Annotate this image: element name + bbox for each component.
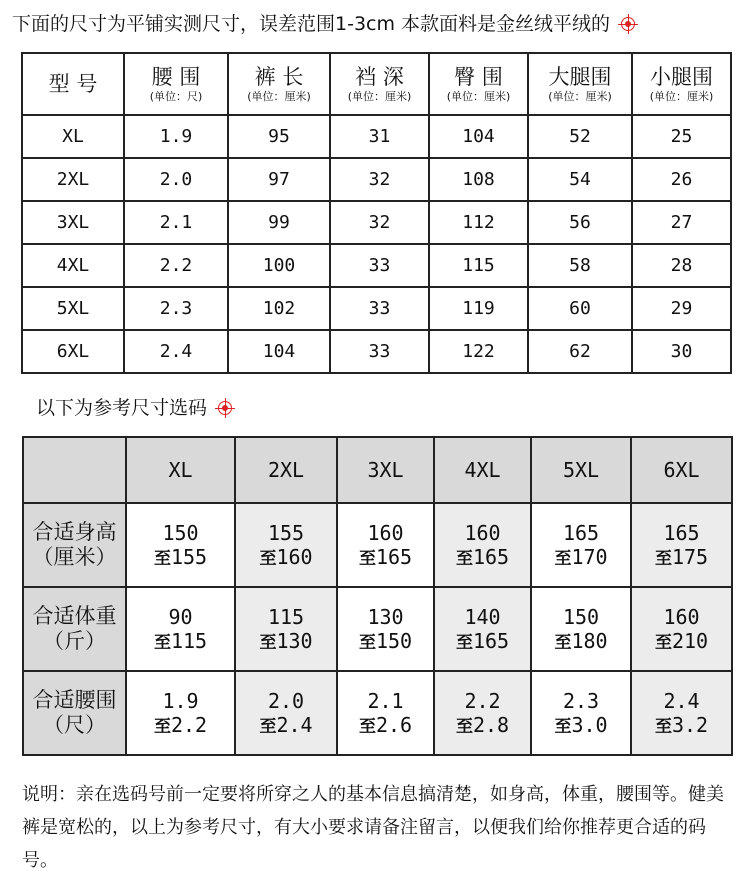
table-cell: 28: [632, 244, 731, 287]
range-cell: [235, 587, 337, 671]
size-header: 2XL: [235, 437, 337, 503]
row-label: [23, 671, 126, 755]
table-cell: 100: [228, 244, 330, 287]
range-low: 115: [267, 604, 305, 629]
table-cell: 119: [429, 287, 528, 330]
col-unit: (单位：厘米): [649, 89, 714, 103]
range-low: 155: [267, 520, 305, 545]
col-header-hip: [429, 53, 528, 115]
table-cell: 33: [330, 330, 429, 373]
to-word: 至: [554, 632, 572, 653]
range-low: 90: [168, 604, 193, 629]
to-word: 至: [455, 548, 473, 569]
range-low: 130: [367, 604, 404, 629]
to-word: 至: [455, 716, 473, 737]
range-high: 165: [375, 544, 413, 569]
range-high: 2.2: [170, 712, 208, 737]
range-cell: [337, 587, 434, 671]
table-cell: 52: [528, 115, 632, 158]
row-label-line: （厘米）: [32, 545, 117, 569]
range-low: 2.4: [663, 688, 700, 713]
col-unit: (单位：厘米): [347, 89, 412, 103]
to-word: 至: [358, 716, 376, 737]
table-cell: 27: [632, 201, 731, 244]
note-paragraph: 说明：亲在选码号前一定要将所穿之人的基本信息搞清楚，如身高，体重，腰围等。健美裤是宽松的，以上为参考尺寸，有大小要求请备注留言，以便我们给你推荐更合适的码号。: [22, 784, 724, 871]
to-word: 至: [153, 548, 171, 569]
table-cell: 2.2: [124, 244, 228, 287]
table-cell: 108: [429, 158, 528, 201]
col-name: 臀 围: [454, 64, 503, 89]
table-cell: 4XL: [22, 244, 124, 287]
table-cell: 29: [632, 287, 731, 330]
table-cell: 2.4: [124, 330, 228, 373]
table-cell: XL: [22, 115, 124, 158]
size-header: 3XL: [337, 437, 434, 503]
col-unit: (单位：尺): [149, 89, 203, 103]
range-cell: [531, 671, 631, 755]
size-header: XL: [126, 437, 235, 503]
reference-row-waist: [23, 671, 732, 755]
range-high: 160: [276, 544, 313, 569]
corner-cell: [23, 437, 126, 503]
to-word: 至: [654, 632, 672, 653]
table-cell: 33: [330, 244, 429, 287]
col-header-model: [22, 53, 124, 115]
row-label-line: 合适体重: [32, 603, 117, 628]
header-line: [12, 10, 742, 38]
table-cell: 31: [330, 115, 429, 158]
table-cell: 2XL: [22, 158, 124, 201]
table-cell: 26: [632, 158, 731, 201]
table-cell: 54: [528, 158, 632, 201]
table-row: [22, 115, 731, 158]
range-high: 115: [170, 628, 208, 653]
col-name: 裆 深: [355, 64, 404, 89]
range-cell: [434, 671, 531, 755]
target-icon: [215, 398, 237, 420]
range-low: 2.1: [367, 688, 404, 713]
table-cell: 102: [228, 287, 330, 330]
range-high: 155: [170, 544, 208, 569]
range-low: 150: [162, 520, 199, 545]
range-cell: [531, 587, 631, 671]
row-label-line: （尺）: [43, 713, 106, 737]
range-low: 140: [464, 604, 501, 629]
to-word: 至: [358, 548, 376, 569]
col-name: 小腿围: [650, 64, 713, 89]
table-cell: 56: [528, 201, 632, 244]
col-name: 裤 长: [254, 64, 304, 89]
table-cell: 104: [228, 330, 330, 373]
col-header-waist: [124, 53, 228, 115]
range-low: 165: [663, 520, 700, 545]
range-high: 2.6: [375, 712, 413, 737]
table-cell: 1.9: [124, 115, 228, 158]
to-word: 至: [554, 716, 572, 737]
reference-heading-text: 以下为参考尺寸选码: [36, 397, 208, 419]
to-word: 至: [358, 632, 376, 653]
range-high: 2.4: [276, 712, 313, 737]
range-low: 160: [367, 520, 404, 545]
range-cell: [337, 503, 434, 587]
col-header-rise: [330, 53, 429, 115]
range-cell: [235, 503, 337, 587]
range-low: 2.3: [562, 688, 600, 713]
to-word: 至: [654, 548, 672, 569]
table-row: [22, 287, 731, 330]
row-label-line: （斤）: [43, 629, 106, 653]
range-cell: [126, 503, 235, 587]
to-word: 至: [259, 548, 277, 569]
range-high: 180: [571, 628, 608, 653]
col-unit: (单位：厘米): [247, 89, 311, 103]
table-row: [22, 330, 731, 373]
target-icon: [618, 14, 640, 36]
table-cell: 62: [528, 330, 632, 373]
range-cell: [337, 671, 434, 755]
table-cell: 60: [528, 287, 632, 330]
col-name: 型 号: [48, 71, 98, 96]
row-label-line: 合适腰围: [32, 687, 117, 712]
table-cell: 32: [330, 201, 429, 244]
to-word: 至: [153, 716, 171, 737]
range-low: 1.9: [162, 688, 199, 713]
range-low: 2.0: [267, 688, 305, 713]
table-cell: 33: [330, 287, 429, 330]
table-cell: 115: [429, 244, 528, 287]
table-cell: 3XL: [22, 201, 124, 244]
reference-heading: [36, 394, 237, 422]
range-low: 150: [562, 604, 600, 629]
range-high: 210: [671, 628, 709, 653]
to-word: 至: [259, 716, 277, 737]
size-header: 5XL: [531, 437, 631, 503]
range-high: 170: [571, 544, 608, 569]
col-unit: (单位：厘米): [446, 89, 511, 103]
range-low: 165: [562, 520, 600, 545]
table-cell: 95: [228, 115, 330, 158]
range-low: 160: [663, 604, 700, 629]
col-name: 大腿围: [548, 64, 612, 89]
col-header-thigh: [528, 53, 632, 115]
to-word: 至: [153, 632, 171, 653]
range-cell: [434, 503, 531, 587]
size-header: 4XL: [434, 437, 531, 503]
table-cell: 104: [429, 115, 528, 158]
range-cell: [631, 587, 732, 671]
range-low: 160: [464, 520, 501, 545]
range-cell: [531, 503, 631, 587]
size-table: [21, 52, 732, 374]
reference-row-weight: [23, 587, 732, 671]
to-word: 至: [654, 716, 672, 737]
range-high: 3.2: [671, 712, 709, 737]
col-header-calf: [632, 53, 731, 115]
table-cell: 122: [429, 330, 528, 373]
range-cell: [126, 671, 235, 755]
size-table-header: [22, 53, 731, 115]
size-header: 6XL: [631, 437, 732, 503]
col-unit: (单位：厘米): [548, 89, 612, 103]
range-cell: [235, 671, 337, 755]
range-cell: [126, 587, 235, 671]
range-high: 175: [671, 544, 709, 569]
range-high: 130: [276, 628, 313, 653]
range-high: 2.8: [472, 712, 510, 737]
row-label: [23, 587, 126, 671]
to-word: 至: [554, 548, 572, 569]
range-high: 165: [472, 628, 510, 653]
table-cell: 97: [228, 158, 330, 201]
range-high: 150: [375, 628, 413, 653]
header-text: 下面的尺寸为平铺实测尺寸，误差范围1-3cm 本款面料是金丝绒平绒的: [12, 13, 611, 35]
table-cell: 2.3: [124, 287, 228, 330]
col-name: 腰 围: [151, 64, 201, 89]
row-label-line: 合适身高: [32, 519, 117, 544]
table-cell: 6XL: [22, 330, 124, 373]
table-cell: 99: [228, 201, 330, 244]
table-cell: 25: [632, 115, 731, 158]
range-high: 3.0: [571, 712, 608, 737]
table-cell: 2.1: [124, 201, 228, 244]
table-cell: 5XL: [22, 287, 124, 330]
table-cell: 30: [632, 330, 731, 373]
reference-table: [22, 436, 733, 756]
reference-row-height: [23, 503, 732, 587]
table-row: [22, 158, 731, 201]
to-word: 至: [455, 632, 473, 653]
range-cell: [631, 671, 732, 755]
table-cell: 2.0: [124, 158, 228, 201]
reference-header-row: [23, 437, 732, 503]
table-row: [22, 201, 731, 244]
table-cell: 32: [330, 158, 429, 201]
range-cell: [434, 587, 531, 671]
range-low: 2.2: [464, 688, 501, 713]
table-cell: 58: [528, 244, 632, 287]
to-word: 至: [259, 632, 277, 653]
table-cell: 112: [429, 201, 528, 244]
range-high: 165: [472, 544, 510, 569]
col-header-length: [228, 53, 330, 115]
row-label: [23, 503, 126, 587]
range-cell: [631, 503, 732, 587]
table-row: [22, 244, 731, 287]
